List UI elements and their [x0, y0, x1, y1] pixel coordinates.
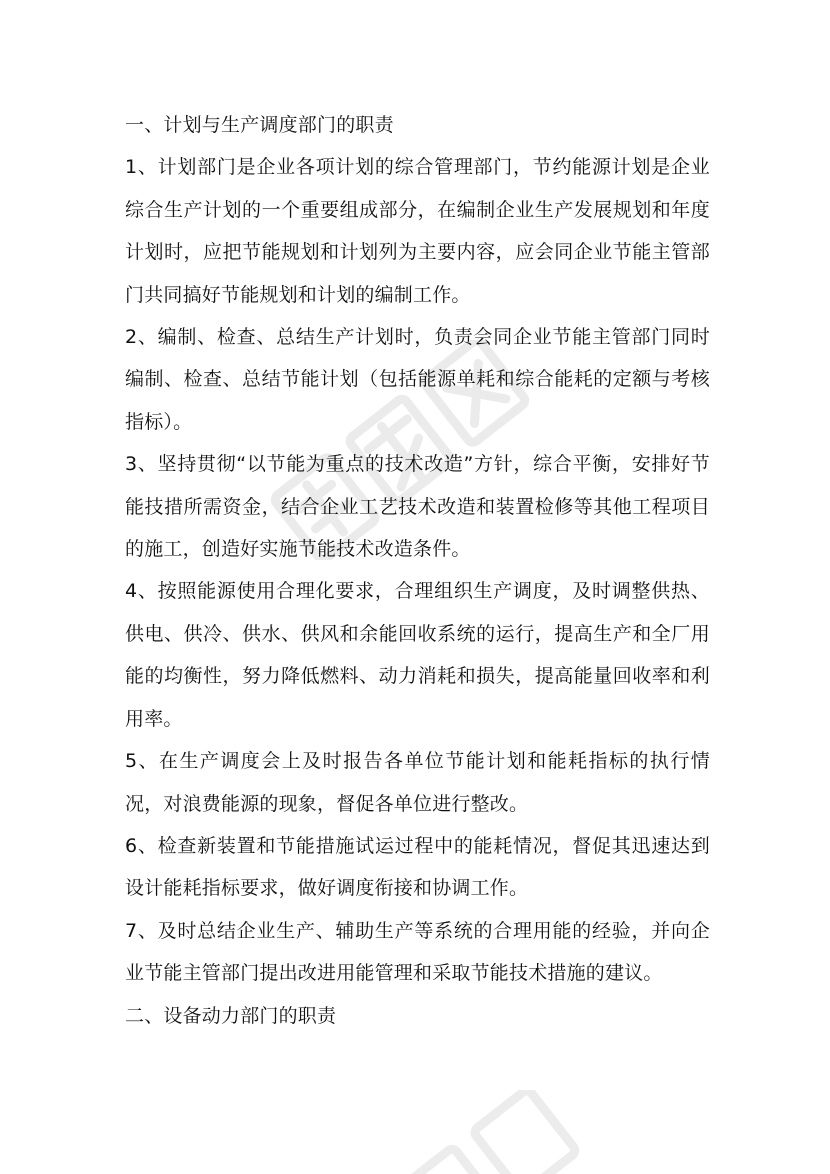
section-heading-1: 一、计划与生产调度部门的职责: [125, 114, 394, 136]
section-heading-2: 二、设备动力部门的职责: [125, 1004, 337, 1027]
document-body: [125, 104, 710, 1037]
paragraph-7: 7、及时总结企业生产、辅助生产等系统的合理用能的经验，并向企业节能主管部门提出改进用能管理和采取节能技术措施的建议。: [125, 919, 710, 985]
paragraph-2: 2、编制、检查、总结生产计划时，负责会同企业节能主管部门同时编制、检查、总结节能计划（包括能源单耗和综合能耗的定额与考核指标）。: [125, 326, 710, 433]
watermark-image-bottom: [300, 1090, 600, 1174]
paragraph-4: 4、按照能源使用合理化要求，合理组织生产调度，及时调整供热、供电、供冷、供水、供风和余能回收系统的运行，提高生产和全厂用能的均衡性，努力降低燃料、动力消耗和损失，提高能量回收率和利用率。: [125, 580, 710, 730]
paragraph-6: 6、检查新装置和节能措施试运过程中的能耗情况，督促其迅速达到设计能耗指标要求，做好调度衔接和协调工作。: [125, 834, 710, 900]
paragraph-3: 3、坚持贯彻“以节能为重点的技术改造”方针，综合平衡，安排好节能技措所需资金，结合企业工艺技术改造和装置检修等其他工程项目的施工，创造好实施节能技术改造条件。: [125, 453, 710, 561]
paragraph-5: 5、在生产调度会上及时报告各单位节能计划和能耗指标的执行情况，对浪费能源的现象，督促各单位进行整改。: [125, 750, 710, 815]
paragraph-1: 1、计划部门是企业各项计划的综合管理部门，节约能源计划是企业综合生产计划的一个重要组成部分，在编制企业生产发展规划和年度计划时，应把节能规划和计划列为主要内容，应会同企业节能主管部门共同搞好节能规划和计划的编制工作。: [125, 156, 710, 306]
